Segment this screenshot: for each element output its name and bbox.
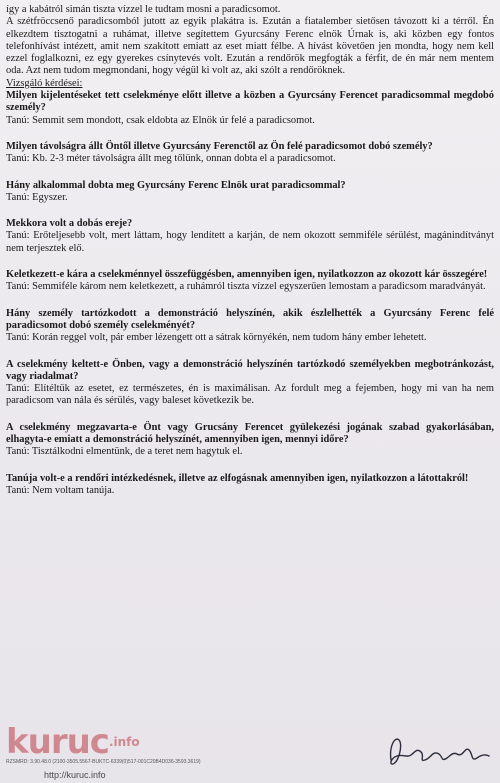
- answer: Tanú: Semmit sem mondott, csak eldobta az Elnök úr felé a paradicsomot.: [6, 114, 315, 126]
- qa-item-1: [6, 90, 494, 127]
- section-heading: Vizsgáló kérdései:: [6, 77, 83, 89]
- qa-item-6: [6, 308, 494, 345]
- kuruc-watermark-logo: [6, 722, 140, 762]
- logo-suffix-text: .info: [108, 735, 140, 749]
- intro-section: [6, 4, 494, 78]
- question: Keletkezett-e kára a cselekménnyel összefüggésben, amennyiben igen, nyilatkozzon az okozott kár összegére!: [6, 269, 488, 281]
- logo-main-text: kuruc: [6, 722, 109, 762]
- page-footer: [0, 722, 500, 783]
- intro-paragraph-2: A szétfröccsenő paradicsomból jutott az egyik plakátra is. Ezután a fiatalember sietősen távozott ki a térről. Én elkezdtem tisztogatni a ruhámat, illetve segítettem Gyurcsány Ferenc elnök Úrnak is, aki közben egy fontos telefonhívást intézett, amit nem szakított emiatt az eset miatt félbe. A hívást követően jen mondta, hogy nem kell ezzel foglalkozni, ez egy gyerekes csínytevés volt. Ezután a rendőrök megfogták a férfit, de én már nem mentem oda. Azt nem tudom megmondani, hogy végül ki volt az, aki szólt a rendőröknek.: [6, 16, 494, 77]
- question: A cselekmény megzavarta-e Önt vagy Grucsány Ferencet gyülekezési jogának szabad gyakorlásában, elhagyta-e emiatt a demonstráció helyszínét, amennyiben igen, mennyi időre?: [6, 421, 494, 446]
- answer: Tanú: Korán reggel volt, pár ember lézengett ott a sátrak környékén, nem tudom hány ember lehetett.: [6, 332, 427, 344]
- handwritten-signature: [385, 728, 495, 773]
- qa-item-5: [6, 269, 494, 294]
- document-reference-code: RZSMRD: 3.90.48.0 (2100-3505.5567-BUKTC-6339(0)517-001C20B4D036-3593.3619): [6, 759, 201, 765]
- answer: Tanú: Kb. 2-3 méter távolságra állt meg tőlünk, onnan dobta el a paradicsomot.: [6, 153, 336, 165]
- question: A cselekmény keltett-e Önben, vagy a demonstráció helyszínén tartózkodó személyekben megbotránkozást, vagy riadalmat?: [6, 358, 494, 382]
- intro-paragraph-1: így a kabátról simán tiszta vízzel le tudtam mosni a paradicsomot.: [6, 4, 281, 15]
- document-body: [6, 4, 494, 511]
- answer: Tanú: Egyszer.: [6, 191, 68, 203]
- qa-item-4: [6, 218, 494, 255]
- question: Milyen kijelentéseket tett cselekménye előtt illetve a közben a Gyurcsány Ferencet paradicsommal megdobó személy?: [6, 90, 494, 114]
- qa-item-2: [6, 141, 494, 166]
- qa-item-9: [6, 473, 494, 498]
- qa-item-7: [6, 359, 494, 408]
- question: Hány alkalommal dobta meg Gyurcsány Ferenc Elnök urat paradicsommal?: [6, 179, 346, 191]
- qa-item-3: [6, 180, 494, 205]
- question: Tanúja volt-e a rendőri intézkedésnek, illetve az elfogásnak amennyiben igen, nyilatkozzon a látottakról!: [6, 472, 469, 484]
- question: Hány személy tartózkodott a demonstráció helyszínén, akik észlelhették a Gyurcsány Ferenc felé paradicsomot dobó személy cselekményét?: [6, 307, 494, 331]
- qa-item-8: [6, 422, 494, 459]
- answer: Tanú: Semmiféle károm nem keletkezett, a ruhámról tiszta vízzel egyszerűen lemostam a paradicsom maradványát.: [6, 281, 486, 293]
- answer: Tanú: Erőteljesebb volt, mert láttam, hogy lendített a karján, de nem okozott semmiféle sérülést, magánindítványt nem terjesztek elő.: [6, 230, 494, 254]
- watermark-url[interactable]: http://kuruc.info: [44, 770, 106, 780]
- answer: Tanú: Elítéltük az esetet, ez természetes, én is maximálisan. Az fordult meg a fejemben, hogy mi van ha nem paradicsom van nála és sérülés, vagy baleset következik be.: [6, 383, 494, 407]
- question: Mekkora volt a dobás ereje?: [6, 218, 133, 230]
- answer: Tanú: Tisztálkodni elmentünk, de a teret nem hagytuk el.: [6, 446, 243, 458]
- question: Milyen távolságra állt Öntől illetve Gyurcsány Ferenctől az Ön felé paradicsomot dobó személy?: [6, 140, 433, 152]
- answer: Tanú: Nem voltam tanúja.: [6, 484, 115, 496]
